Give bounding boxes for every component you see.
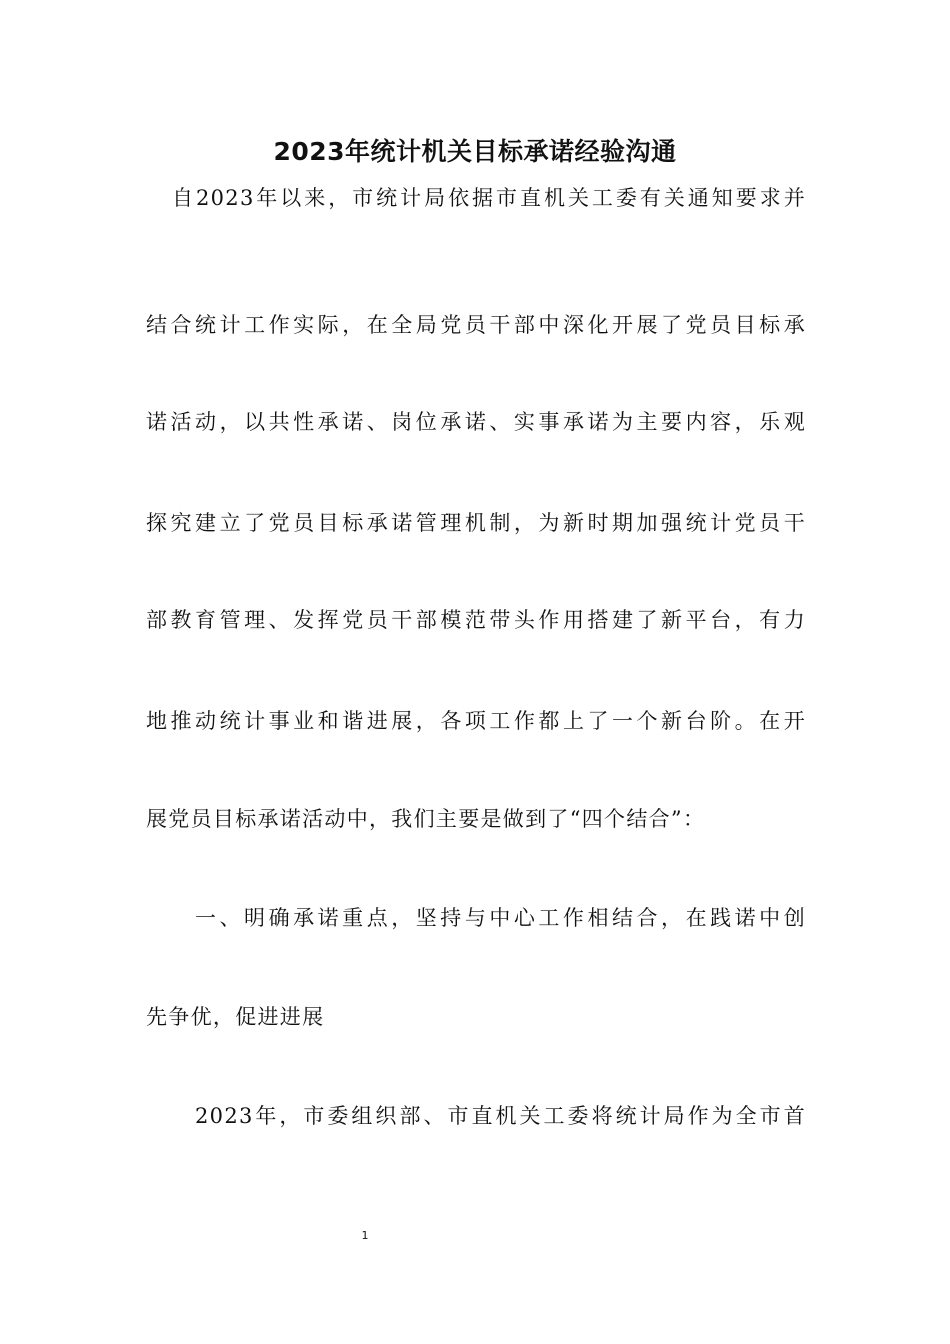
paragraph-line-1: 自2023年以来，市统计局依据市直机关工委有关通知要求并 [172,186,806,210]
paragraph-line-7: 展党员目标承诺活动中，我们主要是做到了“四个结合”： [146,807,706,831]
paragraph-line-5: 部教育管理、发挥党员干部模范带头作用搭建了新平台，有力 [146,608,806,632]
paragraph-line-8: 2023年，市委组织部、市直机关工委将统计局作为全市首 [195,1104,806,1128]
paragraph-line-4: 探究建立了党员目标承诺管理机制，为新时期加强统计党员干 [146,511,806,535]
page-number: 1 [361,1229,369,1242]
document-title: 2023年统计机关目标承诺经验沟通 [273,137,677,166]
paragraph-line-3: 诺活动，以共性承诺、岗位承诺、实事承诺为主要内容，乐观 [146,410,806,434]
section-heading-line-2: 先争优，促进进展 [146,1005,325,1029]
paragraph-line-6: 地推动统计事业和谐进展，各项工作都上了一个新台阶。在开 [146,709,806,733]
section-heading-line-1: 一、明确承诺重点，坚持与中心工作相结合，在践诺中创 [195,906,806,930]
paragraph-line-2: 结合统计工作实际，在全局党员干部中深化开展了党员目标承 [146,313,806,337]
